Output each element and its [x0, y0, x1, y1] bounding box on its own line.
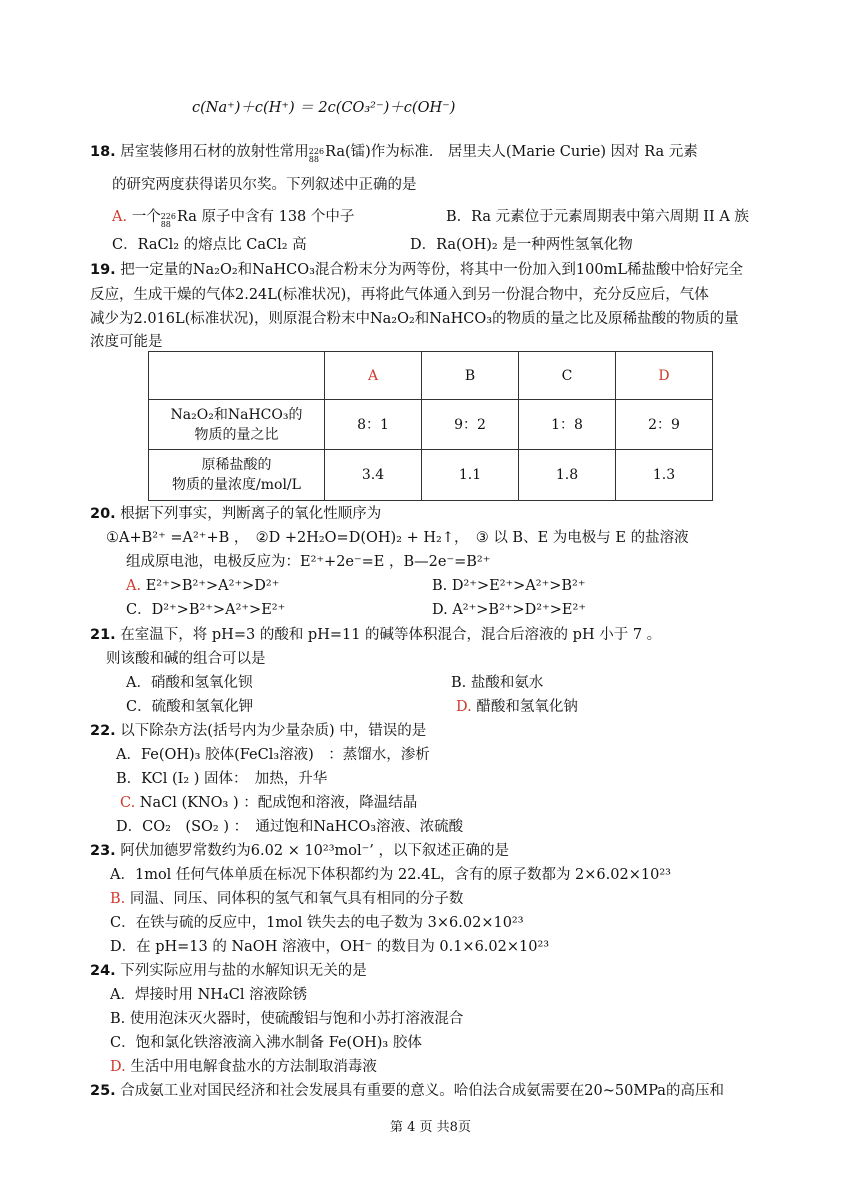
- q19-table-header-a: A: [325, 352, 422, 400]
- q20-option-a: [126, 576, 279, 596]
- q19-table-row2-label: [149, 450, 325, 501]
- q22-text-1: 以下除杂方法(括号内为少量杂质) 中，错误的是: [120, 723, 427, 739]
- table-cell: 3.4: [325, 450, 422, 501]
- q20-option-a-text: E²⁺>B²⁺>A²⁺>D²⁺: [145, 578, 280, 594]
- q19-table-corner: [149, 352, 325, 400]
- q21-option-b: B. 盐酸和氨水: [451, 675, 544, 691]
- q20-line1: [90, 504, 381, 524]
- q24-option-d-text: 生活中用电解食盐水的方法制取消毒液: [130, 1059, 377, 1075]
- q19-table-header-b: B: [422, 352, 519, 400]
- q21-text-1: 在室温下，将 pH=3 的酸和 pH=11 的碱等体积混合，混合后溶液的 pH 小于 7 。: [120, 627, 662, 643]
- q19-row1-label-line2: 物质的量之比: [194, 426, 279, 443]
- q18-text-a: 居室装修用石材的放射性常用: [120, 144, 309, 160]
- table-cell: 1.3: [616, 450, 713, 501]
- q18-option-b: B．Ra 元素位于元素周期表中第六周期 II A 族: [446, 209, 749, 225]
- q18-isotope: 226 88: [308, 147, 325, 164]
- q19-table-row-concentration: [149, 450, 713, 501]
- q20-line3: 组成原电池，电极反应为：E²⁺+2e⁻=E ，B—2e⁻=B²⁺: [126, 554, 491, 570]
- q18-option-a-pre: 一个: [131, 209, 161, 225]
- q23-option-b-text: 同温、同压、同体积的氢气和氧气具有相同的分子数: [129, 891, 464, 907]
- q23-option-b-label: B.: [110, 891, 126, 907]
- q22-option-b: B．KCl (I₂ ) 固体： 加热，升华: [116, 771, 328, 787]
- q21-option-d-label: D.: [456, 699, 472, 715]
- q23-option-a: A．1mol 任何气体单质在标况下体积都约为 22.4L，含有的原子数都为 2×6.02×10²³: [110, 867, 671, 883]
- q18-option-a-text: Ra 原子中含有 138 个中子: [176, 209, 355, 225]
- q19-line3: 减少为2.016L(标准状况)，则原混合粉末中Na₂O₂和NaHCO₃的物质的量之比及原稀盐酸的物质的量: [90, 311, 739, 327]
- q23-option-d: D．在 pH=13 的 NaOH 溶液中，OH⁻ 的数目为 0.1×6.02×10²³: [110, 939, 550, 955]
- page-footer: 第 4 页 共8页: [390, 1120, 471, 1135]
- q25-text-1: 合成氨工业对国民经济和社会发展具有重要的意义。哈伯法合成氨需要在20~50MPa的高压和: [120, 1083, 724, 1099]
- table-cell: 8：1: [325, 400, 422, 450]
- q18-option-d: D．Ra(OH)₂ 是一种两性氢氧化物: [410, 237, 633, 253]
- q19-table: [148, 351, 713, 501]
- q18-number: 18.: [90, 144, 116, 160]
- q21-line2: 则该酸和碱的组合可以是: [106, 651, 266, 667]
- q21-option-a: A．硝酸和氢氧化钡: [126, 675, 253, 691]
- q23-text-1: 阿伏加德罗常数约为6.02 × 10²³mol⁻’ ，以下叙述正确的是: [120, 843, 510, 859]
- q24-line1: [90, 961, 367, 981]
- q19-table-row1-label: [149, 400, 325, 450]
- q22-option-a: A．Fe(OH)₃ 胶体(FeCl₃溶液) ：蒸馏水，渗析: [116, 747, 430, 763]
- q19-row2-label-line1: 原稀盐酸的: [201, 457, 272, 473]
- q19-table-header-d: D: [616, 352, 713, 400]
- q24-number: 24.: [90, 963, 116, 979]
- q21-option-c: C．硫酸和氢氧化钾: [126, 699, 254, 715]
- q22-number: 22.: [90, 723, 116, 739]
- q19-row2-label-line2: 物质的量浓度/mol/L: [172, 477, 301, 493]
- q22-line1: [90, 721, 426, 741]
- table-cell: 1.8: [519, 450, 616, 501]
- table-cell: 9：2: [422, 400, 519, 450]
- q21-number: 21.: [90, 627, 116, 643]
- q24-option-b: B. 使用泡沫灭火器时，使硫酸铝与饱和小苏打溶液混合: [110, 1011, 464, 1027]
- q19-row1-label-line1: Na₂O₂和NaHCO₃的: [170, 406, 303, 423]
- q21-option-d-text: 醋酸和氢氧化钠: [476, 699, 578, 715]
- q19-line2: 反应，生成干燥的气体2.24L(标准状况)，再将此气体通入到另一份混合物中，充分反应后，气体: [90, 287, 709, 303]
- q24-option-a: A．焊接时用 NH₄Cl 溶液除锈: [110, 987, 308, 1003]
- q18-line1: [90, 142, 698, 164]
- q19-line4: 浓度可能是: [90, 334, 163, 350]
- q19-table-header-row: [149, 352, 713, 400]
- q23-number: 23.: [90, 843, 116, 859]
- q25-number: 25.: [90, 1083, 116, 1099]
- q20-text-1: 根据下列事实，判断离子的氧化性顺序为: [120, 506, 382, 522]
- q24-option-d: [110, 1057, 377, 1077]
- q24-option-d-label: D.: [110, 1059, 126, 1075]
- q20-line2: ①A+B²⁺ =A²⁺+B ， ②D +2H₂O=D(OH)₂ + H₂↑， ③ 以 B、E 为电极与 E 的盐溶液: [106, 530, 689, 546]
- q22-option-c: [120, 793, 417, 813]
- q20-number: 20.: [90, 506, 116, 522]
- q19-line1: [90, 260, 743, 280]
- q22-option-c-text: NaCl (KNO₃ ) ：配成饱和溶液，降温结晶: [139, 795, 418, 811]
- q23-line1: [90, 841, 509, 861]
- q23-option-b: [110, 889, 463, 909]
- q25-line1: [90, 1081, 724, 1101]
- q18-option-a-label: A.: [112, 209, 128, 225]
- table-cell: 2：9: [616, 400, 713, 450]
- q20-option-c: C．D²⁺>B²⁺>A²⁺>E²⁺: [126, 602, 286, 618]
- q24-option-c: C．饱和氯化铁溶液滴入沸水制备 Fe(OH)₃ 胶体: [110, 1035, 422, 1051]
- q19-text-1: 把一定量的Na₂O₂和NaHCO₃混合粉末分为两等份，将其中一份加入到100mL稀盐酸中恰好完全: [120, 262, 743, 278]
- q22-option-c-label: C.: [120, 795, 136, 811]
- q19-number: 19.: [90, 262, 116, 278]
- q18-text-b: Ra(镭)作为标准. 居里夫人(Marie Curie) 因对 Ra 元素: [325, 144, 698, 160]
- table-cell: 1.1: [422, 450, 519, 501]
- q19-table-row-ratio: [149, 400, 713, 450]
- q21-option-d: [456, 697, 578, 717]
- q19-table-header-c: C: [519, 352, 616, 400]
- q20-option-a-label: A.: [126, 578, 142, 594]
- q18-option-c: C．RaCl₂ 的熔点比 CaCl₂ 高: [112, 237, 307, 253]
- q24-text-1: 下列实际应用与盐的水解知识无关的是: [120, 963, 367, 979]
- q23-option-c: C．在铁与硫的反应中，1mol 铁失去的电子数为 3×6.02×10²³: [110, 915, 524, 931]
- q18-option-a-isotope: 226 88: [160, 212, 176, 229]
- q18-line2: 的研究两度获得诺贝尔奖。下列叙述中正确的是: [112, 177, 417, 193]
- q22-option-d: D．CO₂ (SO₂ ) ： 通过饱和NaHCO₃溶液、浓硫酸: [116, 819, 464, 835]
- q20-option-b: B. D²⁺>E²⁺>A²⁺>B²⁺: [432, 578, 586, 594]
- equation-line: c(Na⁺)＋c(H⁺) ＝ 2c(CO₃²⁻)＋c(OH⁻): [192, 100, 456, 116]
- q21-line1: [90, 625, 661, 645]
- q18-option-a: [112, 207, 354, 229]
- table-cell: 1：8: [519, 400, 616, 450]
- q20-option-d: D. A²⁺>B²⁺>D²⁺>E²⁺: [432, 602, 586, 618]
